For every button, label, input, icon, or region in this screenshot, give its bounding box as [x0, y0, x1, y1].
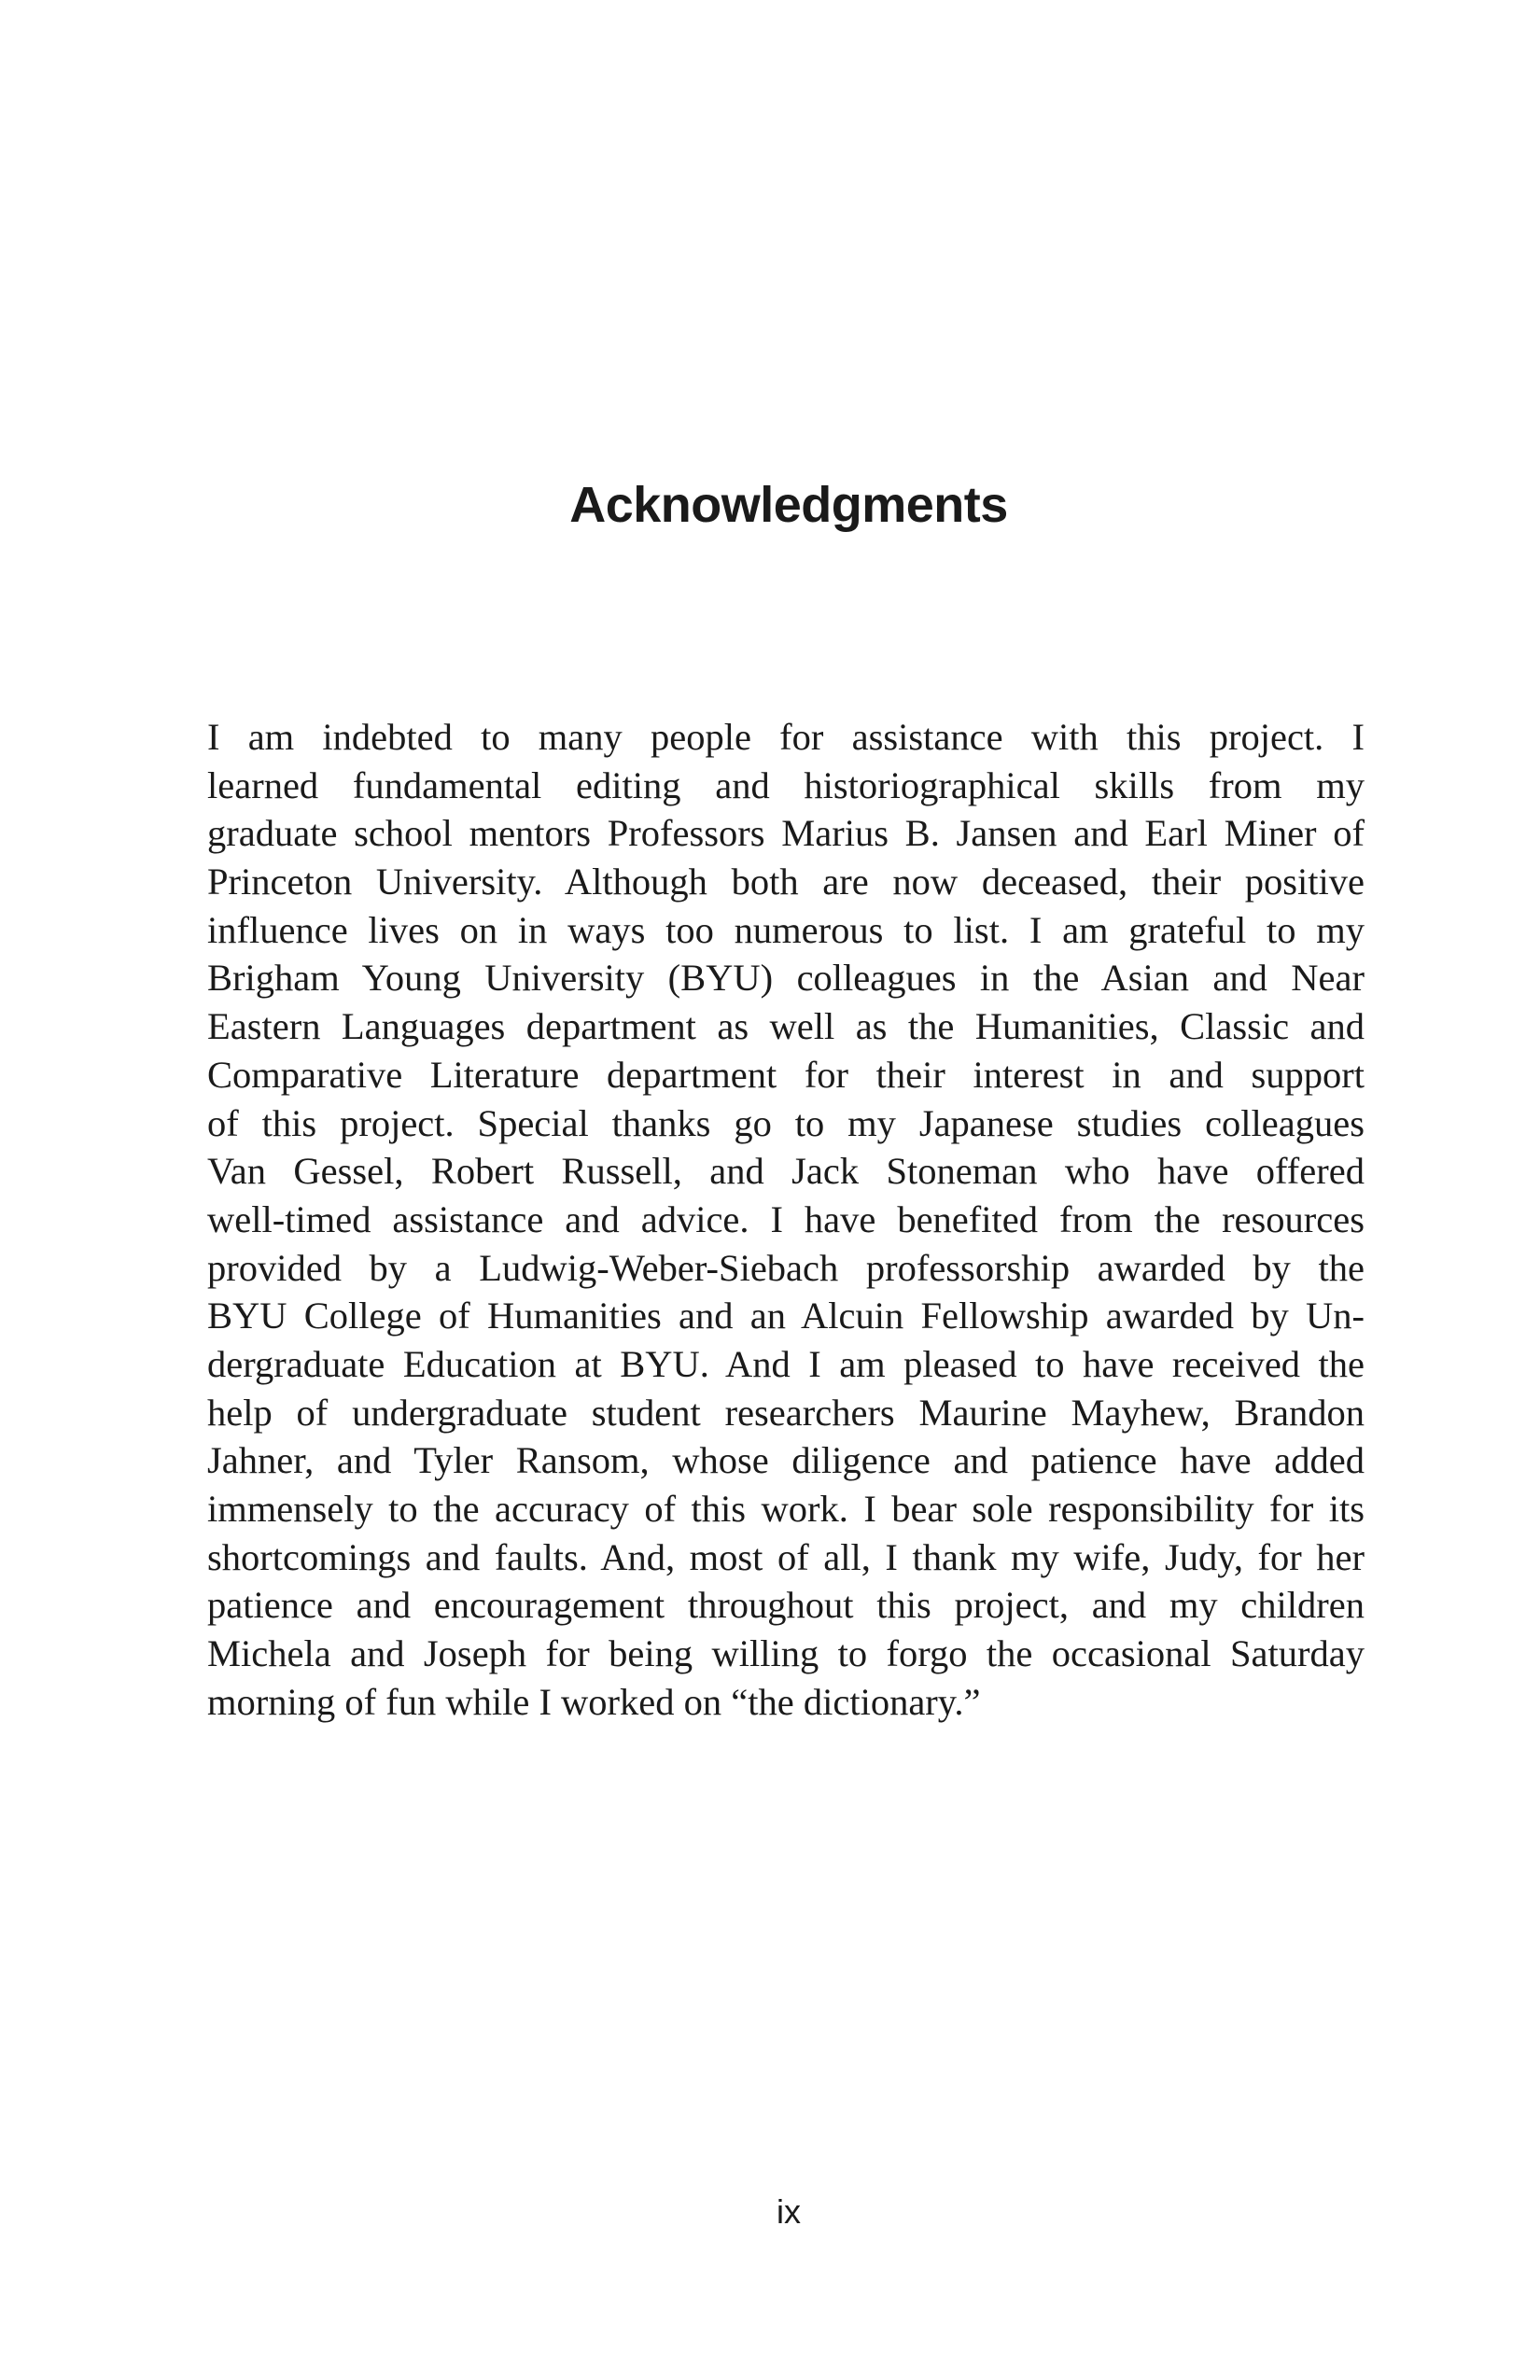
- paragraph-line: morning of fun while I worked on “the dictionary.”: [207, 1680, 981, 1723]
- paragraph-line: help of undergraduate student researchers Maurine Mayhew, Brandon: [207, 1391, 1365, 1434]
- paragraph-line: Brigham Young University (BYU) colleagues in the Asian and Near: [207, 957, 1365, 1000]
- acknowledgments-paragraph: [207, 713, 1365, 1726]
- page-title: Acknowledgments: [569, 477, 1008, 534]
- paragraph-line: Van Gessel, Robert Russell, and Jack Stoneman who have offered: [207, 1150, 1365, 1193]
- paragraph-line: I am indebted to many people for assistance with this project. I: [207, 716, 1365, 758]
- paragraph-line: influence lives on in ways too numerous to list. I am grateful to my: [207, 908, 1365, 951]
- paragraph-line: well-timed assistance and advice. I have benefited from the resources: [207, 1197, 1365, 1240]
- paragraph-line: graduate school mentors Professors Marius B. Jansen and Earl Miner of: [207, 812, 1365, 855]
- paragraph-line: Comparative Literature department for their interest in and support: [207, 1053, 1365, 1096]
- paragraph-line: learned fundamental editing and historiographical skills from my: [207, 763, 1365, 806]
- paragraph-line: patience and encouragement throughout this project, and my children: [207, 1584, 1365, 1627]
- paragraph-line: shortcomings and faults. And, most of all, I thank my wife, Judy, for her: [207, 1535, 1365, 1578]
- paragraph-line: provided by a Ludwig-Weber-Siebach professorship awarded by the: [207, 1246, 1365, 1289]
- paragraph-line: immensely to the accuracy of this work. I bear sole responsibility for its: [207, 1488, 1365, 1530]
- paragraph-line: Michela and Joseph for being willing to forgo the occasional Saturday: [207, 1632, 1365, 1675]
- page-number: ix: [777, 2192, 801, 2231]
- paragraph-line: BYU College of Humanities and an Alcuin Fellowship awarded by Un-: [207, 1295, 1365, 1337]
- paragraph-line: Eastern Languages department as well as the Humanities, Classic and: [207, 1005, 1365, 1048]
- paragraph-line: Jahner, and Tyler Ransom, whose diligence and patience have added: [207, 1439, 1365, 1482]
- paragraph-line: Princeton University. Although both are now deceased, their positive: [207, 861, 1365, 903]
- paragraph-line: of this project. Special thanks go to my Japanese studies colleagues: [207, 1101, 1365, 1144]
- paragraph-line: dergraduate Education at BYU. And I am pleased to have received the: [207, 1342, 1365, 1385]
